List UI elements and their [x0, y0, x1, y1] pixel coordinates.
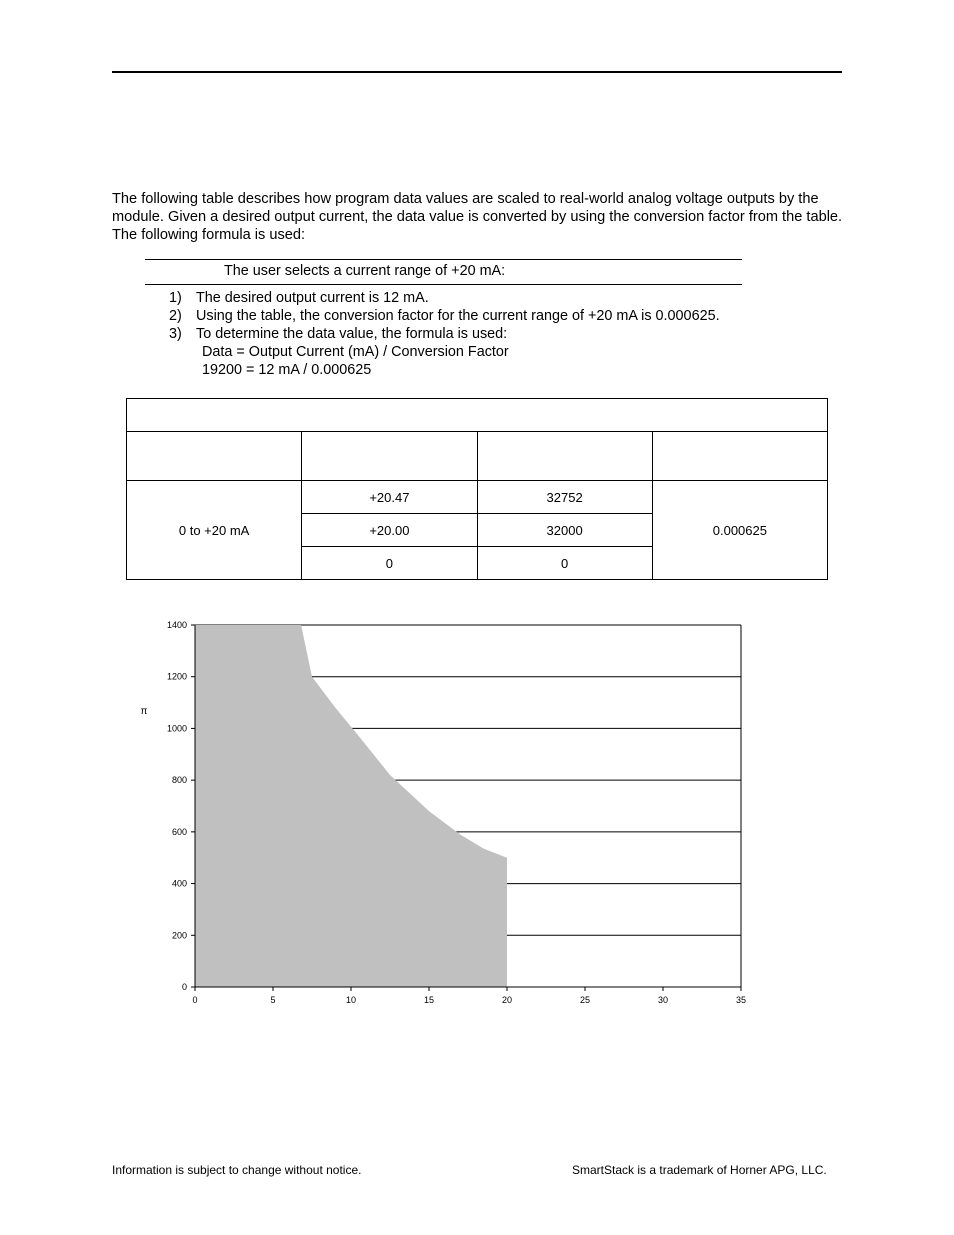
table-title-row [127, 399, 828, 432]
data-cell: 32752 [477, 481, 652, 514]
table-header-row [127, 432, 828, 481]
formula-line: 19200 = 12 mA / 0.000625 [202, 362, 372, 378]
example-steps [169, 289, 720, 379]
y-tick-label: 200 [171, 930, 187, 941]
example-box [145, 259, 742, 285]
table-header-cell [477, 432, 652, 481]
y-tick-label: 400 [171, 878, 187, 889]
y-tick-label: 800 [171, 775, 187, 786]
step-item: 2) Using the table, the conversion factor for the current range of +20 mA is 0.000625. [169, 308, 720, 324]
conversion-table [126, 398, 828, 580]
formula-line: Data = Output Current (mA) / Conversion Factor [202, 344, 509, 360]
header-rule [112, 71, 842, 73]
y-tick-label: 1200 [166, 671, 187, 682]
x-tick-label: 10 [345, 995, 357, 1005]
step-item: 3) To determine the data value, the formula is used: [169, 326, 508, 342]
x-tick-label: 15 [423, 995, 435, 1005]
y-tick-label: 600 [171, 826, 187, 837]
footer-trademark: SmartStack is a trademark of Horner APG, LLC. [572, 1163, 827, 1177]
derating-chart [130, 610, 760, 1020]
derating-area [195, 625, 507, 987]
table-header-cell [652, 432, 827, 481]
x-tick-label: 0 [192, 995, 198, 1005]
current-cell: +20.47 [302, 481, 477, 514]
x-tick-label: 5 [270, 995, 276, 1005]
range-cell: 0 to +20 mA [127, 481, 302, 580]
x-tick-label: 25 [579, 995, 591, 1005]
table-row [127, 481, 828, 514]
x-tick-label: 20 [501, 995, 513, 1005]
data-cell: 32000 [477, 514, 652, 547]
y-axis-label: π [140, 706, 148, 717]
step-item: 1) The desired output current is 12 mA. [169, 290, 429, 306]
table-header-cell [127, 432, 302, 481]
data-cell: 0 [477, 547, 652, 580]
table-header-cell [302, 432, 477, 481]
y-tick-label: 1000 [166, 723, 187, 734]
factor-cell: 0.000625 [652, 481, 827, 580]
x-tick-label: 30 [657, 995, 669, 1005]
current-cell: 0 [302, 547, 477, 580]
current-cell: +20.00 [302, 514, 477, 547]
x-tick-label: 35 [735, 995, 747, 1005]
example-heading: The user selects a current range of +20 mA: [224, 263, 506, 279]
intro-paragraph: The following table describes how program data values are scaled to real-world analog voltage outputs by the module. Given a desired output current, the data value is converted by using the conversion factor from the table. The following formula is used: [112, 191, 843, 243]
footer-note: Information is subject to change without notice. [112, 1163, 362, 1177]
y-tick-label: 0 [181, 982, 187, 992]
y-tick-label: 1400 [166, 620, 187, 630]
